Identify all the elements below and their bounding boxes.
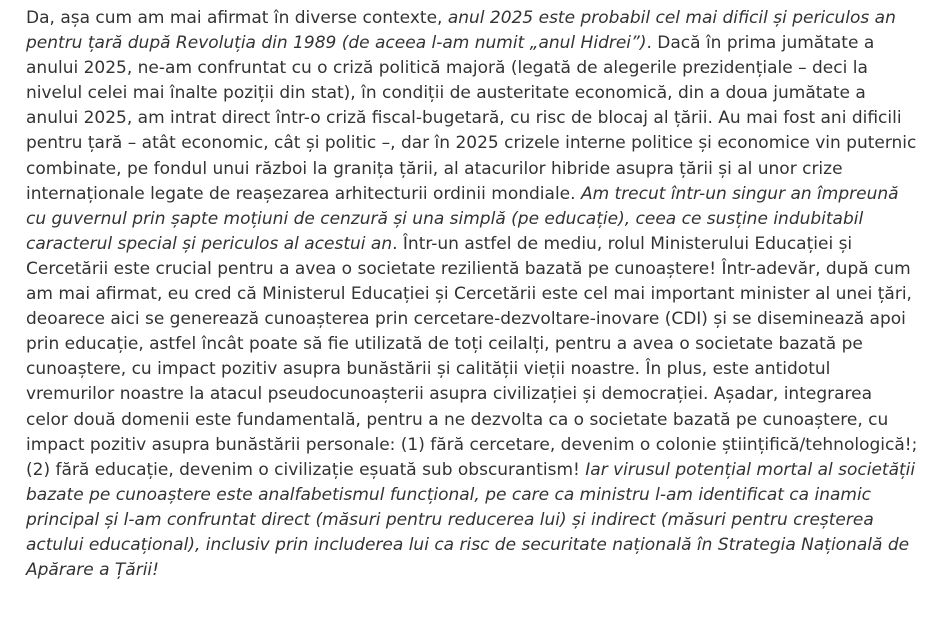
text-segment-emphasis-illiteracy: Iar virusul potențial mortal al societății bazate pe cunoaștere este analfabetismul funcțional, pe care ca ministru l-am identificat ca inamic principal și l-am confruntat direct (măsuri pentru reducerea lui) și indirect (măsuri pentru creșterea actului educațional), inclusiv prin includerea lui ca risc de securitate națională în Strategia Națională de Apărare a Țării! — [26, 459, 916, 581]
text-segment-crisis: . Dacă în prima jumătate a anului 2025, ne-am confruntat cu o criză politică majoră (legată de alegerile prezidențiale – deci la nivelul celei mai înalte poziții din stat), în condiții de austeritate economică, din a doua jumătate a anului 2025, am intrat direct într-o criză fiscal-bugetară, cu risc de blocaj al țării. Au mai fost ani dificili pentru țară – atât economic, cât și politic –, dar în 2025 crizele interne politice și economice vin puternic combinate, pe fondul unui război la granița țării, al atacurilor hibride asupra țării și al unor crize internaționale legate de reașezarea arhitecturii ordinii mondiale. — [26, 33, 917, 204]
article-paragraph — [26, 6, 918, 583]
text-segment-emphasis-year: anul 2025 este probabil cel mai dificil și periculos an pentru țară după Revoluția din 1989 (de aceea l-am numit „anul Hidrei”) — [26, 8, 896, 54]
text-segment-emphasis-motions: Am trecut într-un singur an împreună cu guvernul prin șapte moțiuni de cenzură și una simplă (pe educație), ceea ce susține indubitabil caracterul special și periculos al acestui an — [26, 183, 899, 254]
text-segment-ministry: . Într-un astfel de mediu, rolul Ministerului Educației și Cercetării este crucial pentru a avea o societate rezilientă bazată pe cunoaștere! Într-adevăr, după cum am mai afirmat, eu cred că Ministerul Educației și Cercetării este cel mai important minister al unei țări, deoarece aici se generează cunoașterea prin cercetare-dezvoltare-inovare (CDI) și se diseminează apoi prin educație, astfel încât poate să fie utilizată de toți ceilalți, pentru a avea o societate bazată pe cunoaștere, cu impact pozitiv asupra bunăstării și calității vieții noastre. În plus, este antidotul vremurilor noastre la atacul pseudocunoașterii asupra civilizației și democrației. Așadar, integrarea celor două domenii este fundamentală, pentru a ne dezvolta ca o societate bazată pe cunoaștere, cu impact pozitiv asupra bunăstării personale: (1) fără cercetare, devenim o colonie științifică/tehnologică!; (2) fără educație, devenim o civilizație eșuată sub obscurantism! — [26, 233, 918, 480]
text-segment-intro: Da, așa cum am mai afirmat în diverse contexte, — [26, 8, 448, 28]
article-body — [26, 6, 918, 583]
